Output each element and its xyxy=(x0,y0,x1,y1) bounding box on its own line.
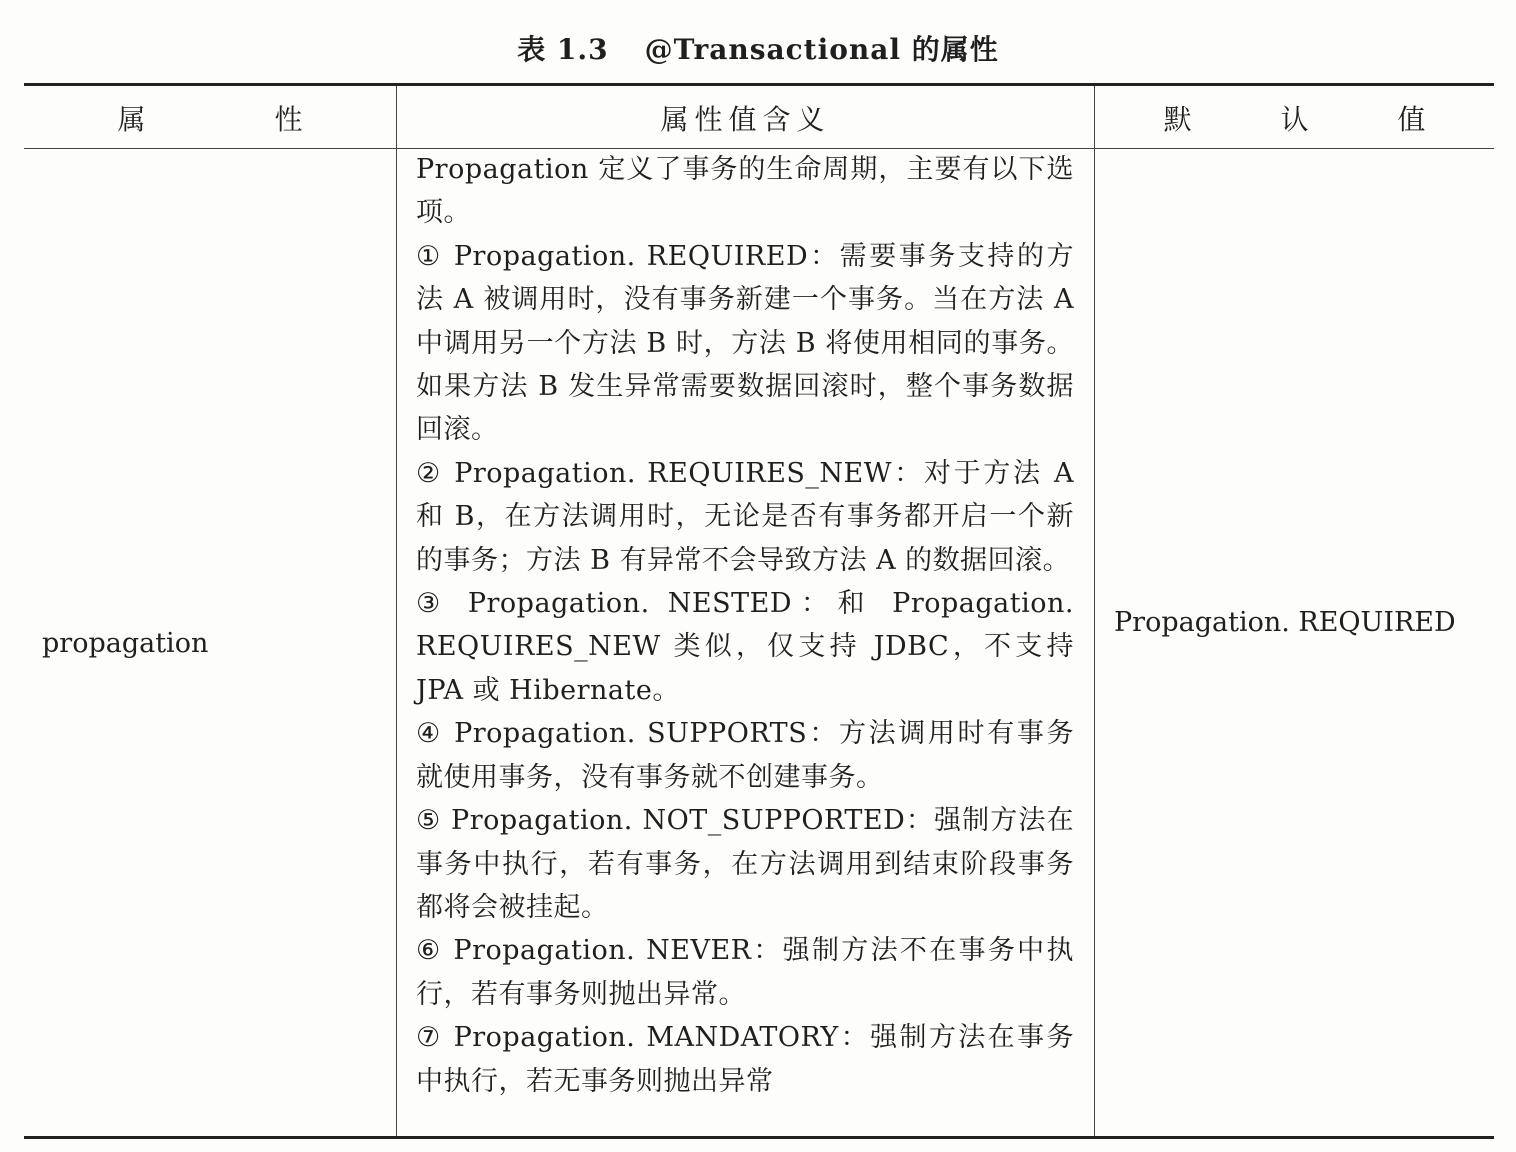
cell-default: Propagation. REQUIRED xyxy=(1114,607,1456,638)
meaning-option-supports: ④ Propagation. SUPPORTS：方法调用时有事务就使用事务，没有事务就不创建事务。 xyxy=(416,718,1074,793)
meaning-option-mandatory: ⑦ Propagation. MANDATORY：强制方法在事务中执行，若无事务则抛出异常 xyxy=(416,1022,1074,1097)
table-number: 表 1.3 xyxy=(517,33,609,66)
header-default: 默 认 值 xyxy=(1163,103,1466,136)
meaning-intro: Propagation 定义了事务的生命周期，主要有以下选项。 xyxy=(416,154,1074,229)
meaning-option-not-supported: ⑤ Propagation. NOT_SUPPORTED：强制方法在事务中执行，若有事务，在方法调用到结束阶段事务都将会被挂起。 xyxy=(416,805,1074,923)
header-attribute: 属 性 xyxy=(117,103,363,136)
cell-attribute: propagation xyxy=(42,628,209,659)
cell-meaning xyxy=(416,148,1074,1103)
header-meaning: 属性值含义 xyxy=(660,103,831,136)
table-caption xyxy=(0,28,1516,68)
meaning-option-requires-new: ② Propagation. REQUIRES_NEW：对于方法 A 和 B，在方法调用时，无论是否有事务都开启一个新的事务；方法 B 有异常不会导致方法 A 的数据回滚。 xyxy=(416,457,1074,576)
table-title: @Transactional 的属性 xyxy=(644,33,999,66)
column-divider-2 xyxy=(1094,86,1095,1136)
meaning-option-never: ⑥ Propagation. NEVER：强制方法不在事务中执行，若有事务则抛出异常。 xyxy=(416,935,1074,1010)
meaning-option-required: ① Propagation. REQUIRED：需要事务支持的方法 A 被调用时，没有事务新建一个事务。当在方法 A 中调用另一个方法 B 时，方法 B 将使用相同的事务。如果方法 B 发生异常需要数据回滚时，整个事务数据回滚。 xyxy=(416,240,1074,446)
meaning-option-nested: ③ Propagation. NESTED：和 Propagation. REQUIRES_NEW 类似，仅支持 JDBC，不支持 JPA 或 Hibernate。 xyxy=(416,588,1074,706)
table-bottom-rule xyxy=(24,1136,1494,1139)
table-top-rule xyxy=(24,83,1494,86)
column-divider-1 xyxy=(396,86,397,1136)
